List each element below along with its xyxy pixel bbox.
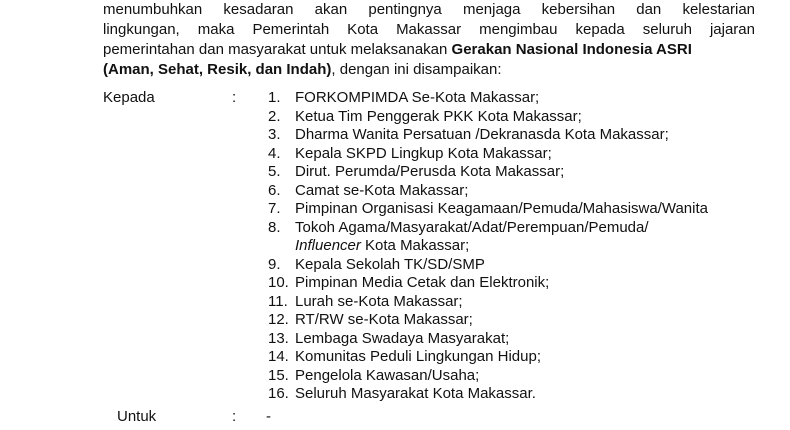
list-item-number: 9. — [268, 255, 281, 273]
list-item-number: 3. — [268, 126, 281, 143]
list-item — [268, 200, 708, 219]
list-item-text: Pengelola Kawasan/Usaha; — [295, 366, 480, 384]
untuk-label: Untuk — [117, 408, 157, 425]
intro-movement-acronym: (Aman, Sehat, Resik, dan Indah) — [103, 61, 332, 78]
intro-line-1: menumbuhkan kesadaran akan pentingnya menjaga kebersihan dan kelestarian — [103, 1, 755, 18]
list-item — [268, 311, 708, 330]
list-item-number: 2. — [268, 107, 281, 125]
list-item-text: Kepala Sekolah TK/SD/SMP — [295, 255, 485, 273]
list-item — [268, 126, 708, 145]
list-item-number: 12. — [268, 311, 289, 328]
list-item — [268, 145, 708, 164]
intro-line-4 — [103, 60, 755, 80]
list-item-text: Pimpinan Media Cetak dan Elektronik; — [295, 274, 550, 291]
intro-line-3-text: pemerintahan dan masyarakat untuk melaksanakan — [103, 41, 452, 58]
list-item-number: 7. — [268, 200, 281, 217]
list-item — [268, 293, 708, 312]
list-item-number: 14. — [268, 348, 289, 365]
list-item-text: Komunitas Peduli Lingkungan Hidup; — [295, 348, 541, 365]
intro-paragraph — [103, 0, 755, 80]
list-item-text: Lurah se-Kota Makassar; — [295, 292, 463, 310]
list-item-text: Kepala SKPD Lingkup Kota Makassar; — [295, 144, 552, 162]
list-item — [268, 348, 708, 367]
list-item-number: 8. — [268, 218, 281, 236]
untuk-colon: : — [232, 408, 237, 425]
list-item — [268, 182, 708, 201]
list-item — [268, 219, 708, 256]
kepada-colon: : — [232, 89, 237, 106]
recipient-list — [268, 89, 708, 404]
list-item-italic-text: Influencer — [295, 237, 361, 254]
list-item-number: 6. — [268, 181, 281, 199]
intro-line-2: lingkungan, maka Pemerintah Kota Makassar mengimbau kepada seluruh jajaran — [103, 21, 755, 38]
list-item — [268, 163, 708, 182]
list-item-text: RT/RW se-Kota Makassar; — [295, 311, 473, 328]
list-item-continuation-text: Kota Makassar; — [360, 237, 470, 254]
intro-movement-name: Gerakan Nasional Indonesia ASRI — [451, 41, 692, 58]
list-item — [268, 367, 708, 386]
list-item — [268, 385, 708, 404]
list-item-text: Tokoh Agama/Masyarakat/Adat/Perempuan/Pemuda/ — [295, 218, 649, 236]
list-item-text: Camat se-Kota Makassar; — [295, 181, 469, 199]
intro-line-4-text: , dengan ini disampaikan: — [331, 61, 502, 78]
intro-line-3 — [103, 40, 755, 60]
list-item-text: Pimpinan Organisasi Keagamaan/Pemuda/Mahasiswa/Wanita — [295, 200, 708, 217]
untuk-value: - — [266, 408, 271, 425]
list-item-number: 5. — [268, 163, 281, 180]
list-item — [268, 89, 708, 108]
list-item-number: 13. — [268, 329, 289, 347]
list-item-number: 10. — [268, 274, 289, 291]
list-item — [268, 108, 708, 127]
list-item-text: Ketua Tim Penggerak PKK Kota Makassar; — [295, 107, 582, 125]
list-item-text: FORKOMPIMDA Se-Kota Makassar; — [295, 89, 540, 106]
list-item-text: Dirut. Perumda/Perusda Kota Makassar; — [295, 163, 565, 180]
list-item — [268, 274, 708, 293]
list-item-number: 4. — [268, 144, 281, 162]
list-item-number: 11. — [268, 292, 288, 310]
list-item — [268, 330, 708, 349]
list-item — [268, 256, 708, 275]
list-item-text: Seluruh Masyarakat Kota Makassar. — [295, 385, 536, 402]
list-item-text: Dharma Wanita Persatuan /Dekranasda Kota Makassar; — [295, 126, 669, 143]
list-item-number: 16. — [268, 385, 289, 402]
list-item-number: 15. — [268, 366, 289, 384]
kepada-label: Kepada — [103, 89, 155, 106]
list-item-continuation — [268, 237, 708, 256]
list-item-number: 1. — [268, 89, 281, 106]
list-item-text: Lembaga Swadaya Masyarakat; — [295, 329, 510, 347]
